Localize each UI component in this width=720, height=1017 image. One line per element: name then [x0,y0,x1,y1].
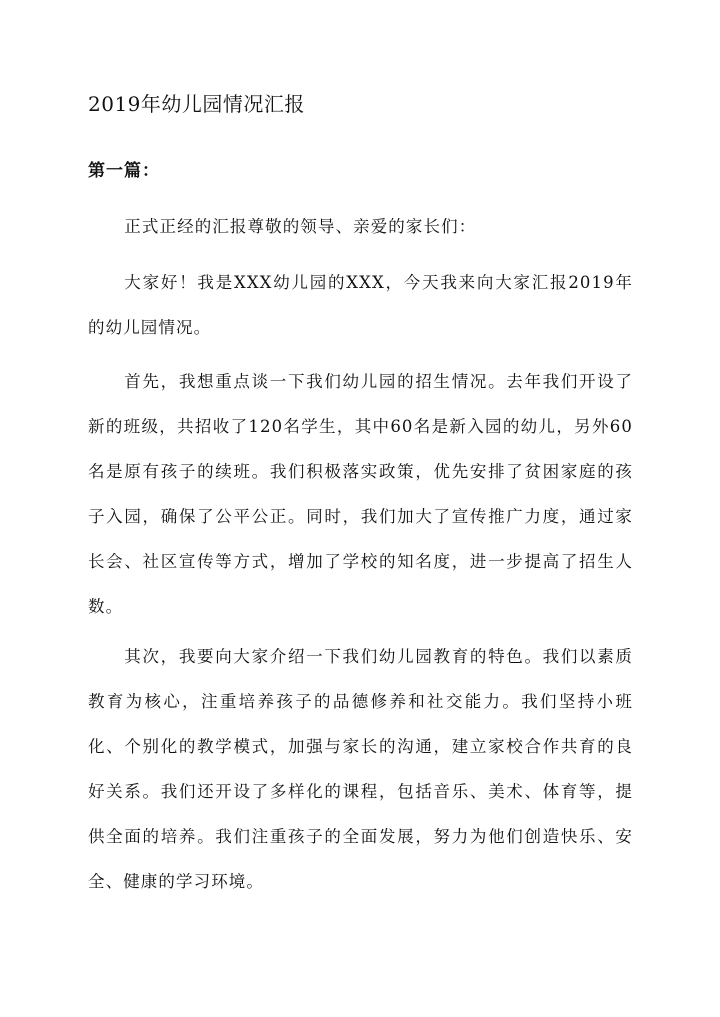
section-heading: 第一篇： [88,161,160,181]
paragraph-education-features: 其次，我要向大家介绍一下我们幼儿园教育的特色。我们以素质教育为核心，注重培养孩子的品德修养和社交能力。我们坚持小班化、个别化的教学模式，加强与家长的沟通，建立家校合作共育的良好关系。我们还开设了多样化的课程，包括音乐、美术、体育等，提供全面的培养。我们注重孩子的全面发展，努力为他们创造快乐、安全、健康的学习环境。 [88,647,633,891]
paragraph-salutation: 正式正经的汇报尊敬的领导、亲爱的家长们： [124,217,477,236]
paragraph-enrollment: 首先，我想重点谈一下我们幼儿园的招生情况。去年我们开设了新的班级，共招收了120名学生，其中60名是新入园的幼儿，另外60名是原有孩子的续班。我们积极落实政策，优先安排了贫困家庭的孩子入园，确保了公平公正。同时，我们加大了宣传推广力度，通过家长会、社区宣传等方式，增加了学校的知名度，进一步提高了招生人数。 [88,372,633,616]
document-title: 2019年幼儿园情况汇报 [88,92,305,116]
paragraph-greeting: 大家好！我是XXX幼儿园的XXX，今天我来向大家汇报2019年的幼儿园情况。 [88,273,633,337]
